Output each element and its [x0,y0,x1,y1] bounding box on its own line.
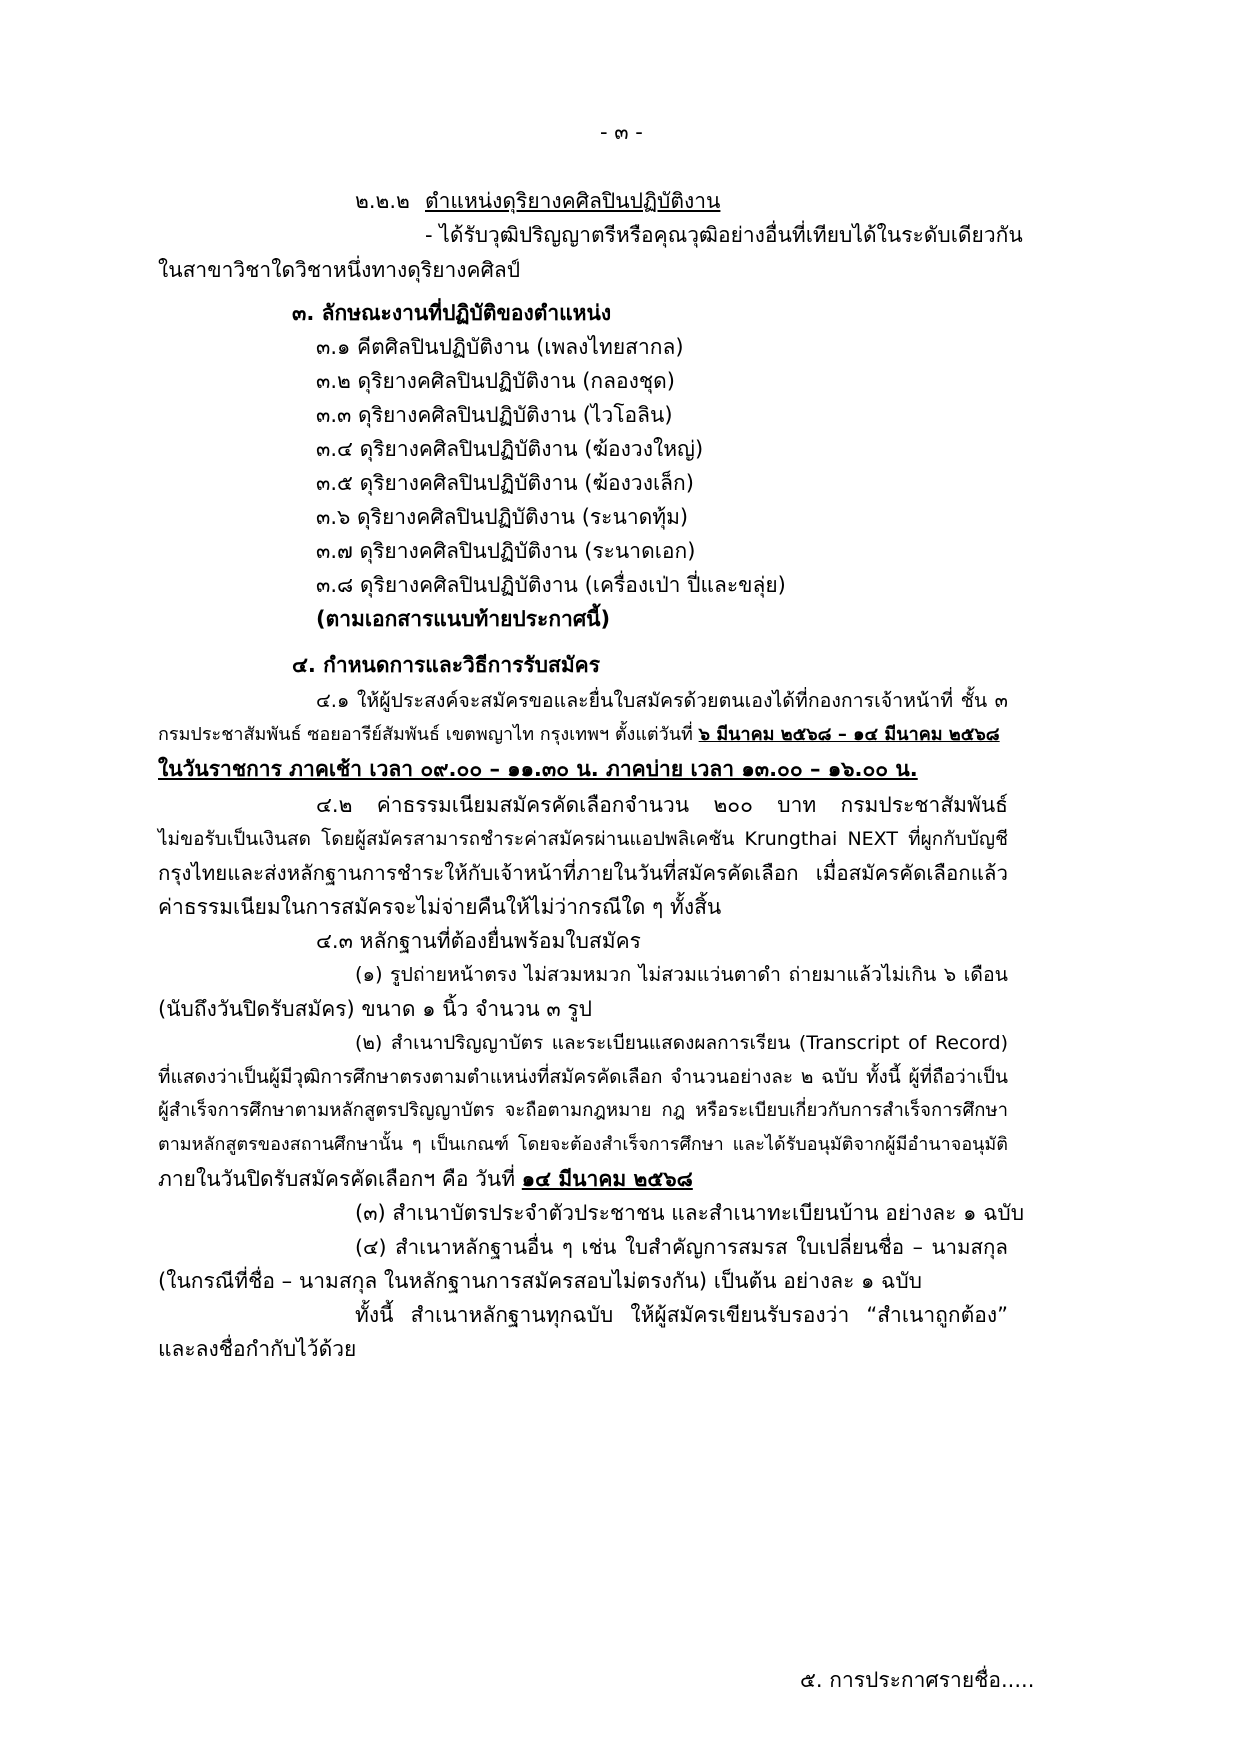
section-3-note: (ตามเอกสารแนบท้ายประกาศนี้) [316,607,611,631]
document-1-line: (๑) รูปถ่ายหน้าตรง ไม่สวมหมวก ไม่สวมแว่นตาดำ ถ่ายมาแล้วไม่เกิน ๖ เดือน [355,963,1008,986]
application-date-range: ๖ มีนาคม ๒๕๖๘ – ๑๔ มีนาคม ๒๕๖๘ [698,724,1000,745]
paragraph-4-2-line: ๔.๒ ค่าธรรมเนียมสมัครคัดเลือกจำนวน ๒๐๐ บาท กรมประชาสัมพันธ์ [316,793,1008,817]
section-3-item: ๓.๕ ดุริยางคศิลปินปฏิบัติงาน (ฆ้องวงเล็ก) [316,471,694,495]
document-4-line: (ในกรณีที่ชื่อ – นามสกุล ในหลักฐานการสมัครสอบไม่ตรงกัน) เป็นต้น อย่างละ ๑ ฉบับ [158,1269,923,1293]
document-1-line: (นับถึงวันปิดรับสมัคร) ขนาด ๑ นิ้ว จำนวน ๓ รูป [158,997,592,1021]
document-2-line: ผู้สำเร็จการศึกษาตามหลักสูตรปริญญาบัตร จะถือตามกฎหมาย กฎ หรือระเบียบเกี่ยวกับการสำเร็จการศึกษา [158,1100,1008,1121]
document-4-line: (๔) สำเนาหลักฐานอื่น ๆ เช่น ใบสำคัญการสมรส ใบเปลี่ยนชื่อ – นามสกุล [355,1235,1008,1259]
page-number: - ๓ - [600,120,643,144]
certification-line: และลงชื่อกำกับไว้ด้วย [158,1337,357,1361]
section-4-heading: ๔. กำหนดการและวิธีการรับสมัคร [292,653,600,677]
paragraph-4-1-line: ๔.๑ ให้ผู้ประสงค์จะสมัครขอและยื่นใบสมัครด้วยตนเองได้ที่กองการเจ้าหน้าที่ ชั้น ๓ [316,689,1008,712]
paragraph-4-1-line [158,720,1008,750]
section-3-item: ๓.๓ ดุริยางคศิลปินปฏิบัติงาน (ไวโอลิน) [316,403,673,427]
continuation-footer: ๕. การประกาศรายชื่อ..... [800,1668,1035,1692]
office-hours: ในวันราชการ ภาคเช้า เวลา ๐๙.๐๐ – ๑๑.๓๐ น. ภาคบ่าย เวลา ๑๓.๐๐ – ๑๖.๐๐ น. [158,757,918,781]
document-3-line: (๓) สำเนาบัตรประจำตัวประชาชน และสำเนาทะเบียนบ้าน อย่างละ ๑ ฉบับ [355,1201,1025,1225]
section-3-heading: ๓. ลักษณะงานที่ปฏิบัติของตำแหน่ง [292,301,612,325]
paragraph-4-2-line: ไม่ขอรับเป็นเงินสด โดยผู้สมัครสามารถชำระค่าสมัครผ่านแอปพลิเคชัน Krungthai NEXT ที่ผูกกับบัญชี [158,828,1008,850]
section-2-2-2-number: ๒.๒.๒ [355,189,410,213]
document-2-line: ที่แสดงว่าเป็นผู้มีวุฒิการศึกษาตรงตามตำแหน่งที่สมัครคัดเลือก จำนวนอย่างละ ๒ ฉบับ ทั้งนี้ ผู้ที่ถือว่าเป็น [158,1066,1008,1088]
section-3-item: ๓.๘ ดุริยางคศิลปินปฏิบัติงาน (เครื่องเป่า ปี่และขลุ่ย) [316,573,786,597]
qualification-line-1: - ได้รับวุฒิปริญญาตรีหรือคุณวุฒิอย่างอื่นที่เทียบได้ในระดับเดียวกัน [425,223,1023,247]
document-2-line: ตามหลักสูตรของสถานศึกษานั้น ๆ เป็นเกณฑ์ โดยจะต้องสำเร็จการศึกษา และได้รับอนุมัติจากผู้มีอำนาจอนุมัติ [158,1134,1008,1155]
section-3-item: ๓.๗ ดุริยางคศิลปินปฏิบัติงาน (ระนาดเอก) [316,539,696,563]
section-3-item: ๓.๑ คีตศิลปินปฏิบัติงาน (เพลงไทยสากล) [316,335,684,359]
section-3-item: ๓.๖ ดุริยางคศิลปินปฏิบัติงาน (ระนาดทุ้ม) [316,505,689,529]
section-3-item: ๓.๒ ดุริยางคศิลปินปฏิบัติงาน (กลองชุด) [316,369,675,393]
section-3-item: ๓.๔ ดุริยางคศิลปินปฏิบัติงาน (ฆ้องวงใหญ่) [316,437,704,461]
section-2-2-2-title: ตำแหน่งดุริยางคศิลปินปฏิบัติงาน [425,189,721,213]
paragraph-4-3-heading: ๔.๓ หลักฐานที่ต้องยื่นพร้อมใบสมัคร [316,929,641,953]
certification-line: ทั้งนี้ สำเนาหลักฐานทุกฉบับ ให้ผู้สมัครเขียนรับรองว่า “สำเนาถูกต้อง” [355,1303,1008,1327]
document-2-line [158,1164,693,1194]
qualification-line-2: ในสาขาวิชาใดวิชาหนึ่งทางดุริยางคศิลป์ [158,258,521,282]
paragraph-4-2-line: ค่าธรรมเนียมในการสมัครจะไม่จ่ายคืนให้ไม่ว่ากรณีใด ๆ ทั้งสิ้น [158,895,722,919]
paragraph-4-2-line: กรุงไทยและส่งหลักฐานการชำระให้กับเจ้าหน้าที่ภายในวันที่สมัครคัดเลือก เมื่อสมัครคัดเลือกแล้ว [158,861,1008,885]
paragraph-4-1-text: กรมประชาสัมพันธ์ ซอยอารีย์สัมพันธ์ เขตพญาไท กรุงเทพฯ ตั้งแต่วันที่ [158,724,699,745]
closing-date-text: ภายในวันปิดรับสมัครคัดเลือกฯ คือ วันที่ [158,1167,522,1191]
document-2-line: (๒) สำเนาปริญญาบัตร และระเบียนแสดงผลการเรียน (Transcript of Record) [355,1032,1008,1054]
closing-date: ๑๔ มีนาคม ๒๕๖๘ [521,1167,693,1191]
